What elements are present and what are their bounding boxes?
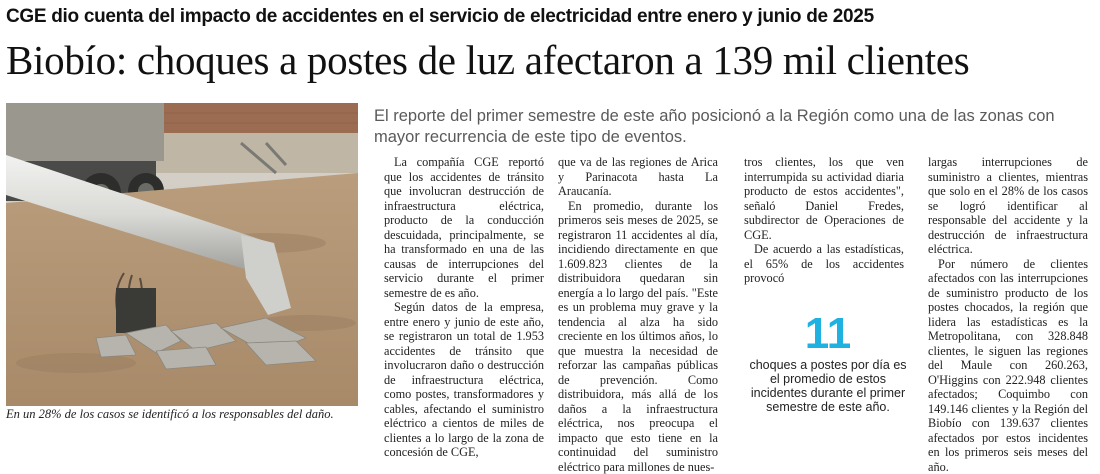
- article-photo: [6, 103, 358, 406]
- body-paragraph: Por número de clientes afectados con las interrupciones de suministro producto de los postes chocados, la región que lidera las estadísticas es la Metropolitana, con 328.848 clientes, le siguen las regiones del Maule con 260.263, O'Higgins con 222.948 clientes afectados; Coquimbo con 149.146 clientes y la Región del Biobío con 139.637 clientes afectados por estos incidentes en los primeros seis meses del año.: [928, 257, 1088, 474]
- body-paragraph: que va de las regiones de Arica y Parinacota hasta La Araucanía.: [558, 155, 718, 199]
- stat-description: choques a postes por día es el promedio de estos incidentes durante el primer semestre de este año.: [743, 358, 913, 414]
- body-column-4: [928, 155, 1088, 474]
- stat-number: 11: [743, 312, 913, 356]
- body-paragraph: largas interrupciones de suministro a clientes, mientras que solo en el 28% de los casos se logró identificar al responsable del accidente y la destrucción de infraestructura eléctrica.: [928, 155, 1088, 257]
- body-paragraph: En promedio, durante los primeros seis meses de 2025, se registraron 11 accidentes al día, incidiendo directamente en que 1.609.823 clientes de la distribuidora quedaran sin energía a lo largo del país. "Este es un problema muy grave y la tendencia al alza ha sido creciente en los últimos años, lo que muestra la necesidad de reforzar las campañas públicas de prevención. Como distribuidora, más allá de los daños a la infraestructura eléctrica, nos preocupa el impacto que esto tiene en la continuidad del suministro eléctrico para millones de nues-: [558, 199, 718, 474]
- body-paragraph: La compañía CGE reportó que los accidentes de tránsito que involucran destrucción de infraestructura eléctrica, producto de la conducción descuidada, principalmente, se ha transformado en una de las causas de interrupciones del servicio durante el primer semestre de es año.: [384, 155, 544, 300]
- article-headline: Biobío: choques a postes de luz afectaron a 139 mil clientes: [6, 40, 969, 81]
- photo-caption: En un 28% de los casos se identificó a los responsables del daño.: [6, 407, 366, 422]
- article-standfirst: El reporte del primer semestre de este año posicionó a la Región como una de las zonas con mayor recurrencia de este tipo de eventos.: [374, 106, 1094, 148]
- body-paragraph: De acuerdo a las estadísticas, el 65% de los accidentes provocó: [744, 242, 904, 286]
- body-paragraph: tros clientes, los que ven interrumpida su actividad diaria producto de estos accidentes", señaló Daniel Fredes, subdirector de Operaciones de CGE.: [744, 155, 904, 242]
- body-paragraph: Según datos de la empresa, entre enero y junio de este año, se registraron un total de 1.953 accidentes de tránsito que involucraron daño o destrucción de infraestructura eléctrica, como postes, transformadores y cables, afectando el suministro eléctrico a cientos de miles de clientes a lo largo de la zona de concesión de CGE,: [384, 300, 544, 460]
- body-column-1: [384, 155, 544, 460]
- body-column-3: [744, 155, 904, 286]
- crashed-pole-photo: [6, 103, 358, 406]
- stat-callout: [743, 312, 913, 414]
- article-kicker: CGE dio cuenta del impacto de accidentes en el servicio de electricidad entre enero y junio de 2025: [6, 6, 874, 28]
- body-column-2: [558, 155, 718, 474]
